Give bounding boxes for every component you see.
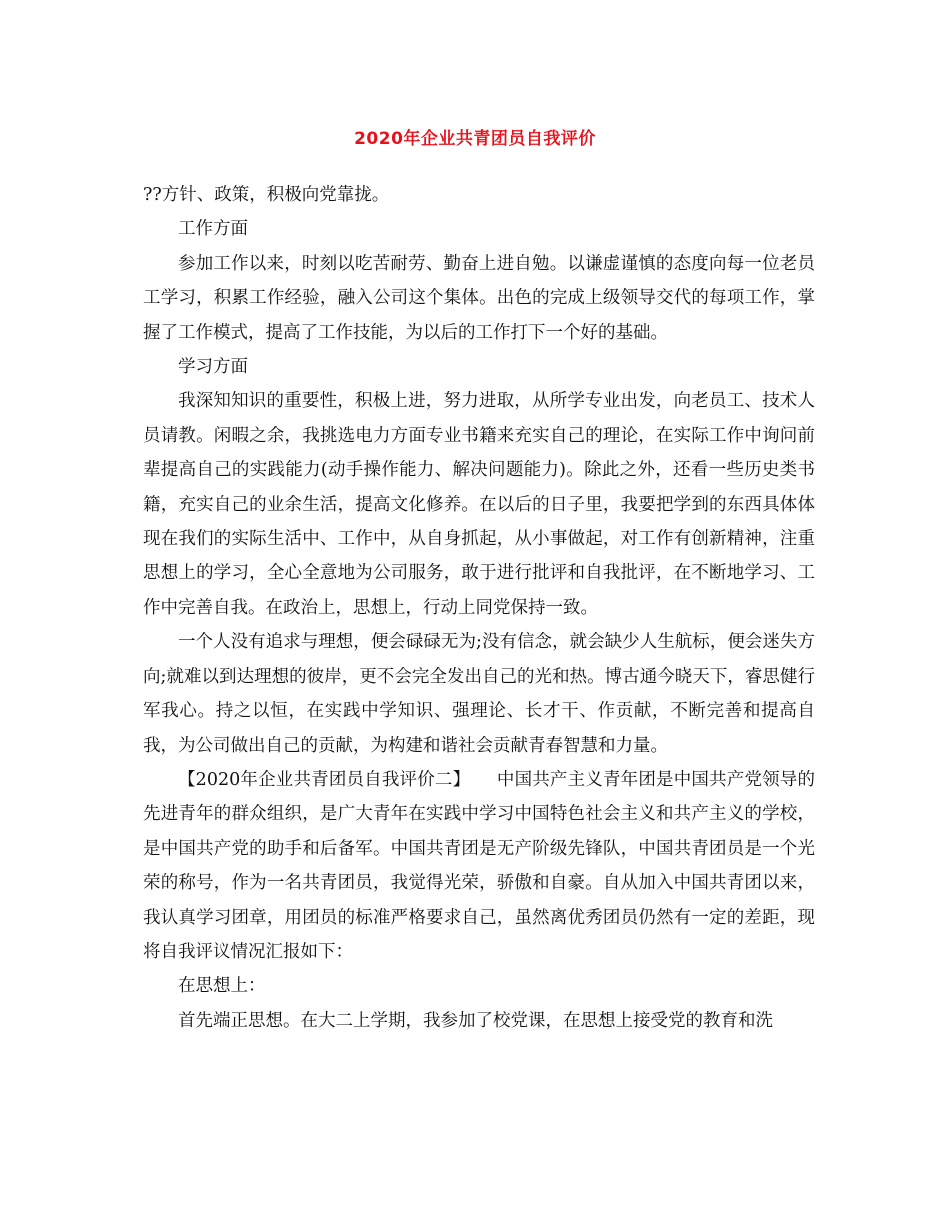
paragraph-intro: ??方针、政策，积极向党靠拢。 (143, 185, 390, 205)
section-heading-study: 学习方面 (178, 357, 248, 378)
section-heading-thought: 在思想上： (178, 976, 266, 997)
section-heading-work: 工作方面 (178, 219, 248, 240)
paragraph-work: 参加工作以来，时刻以吃苦耐劳、勤奋上进自勉。以谦虚谨慎的态度向每一位老员工学习，积累工作经验，融入公司这个集体。出色的完成上级领导交代的每项工作，掌握了工作模式，提高了工作技能，为以后的工作打下一个好的基础。 (143, 253, 815, 343)
paragraph-thought: 首先端正思想。在大二上学期，我参加了校党课，在思想上接受党的教育和洗 (178, 1010, 773, 1031)
document-body (143, 178, 815, 1038)
paragraph-study: 我深知知识的重要性，积极上进，努力进取，从所学专业出发，向老员工、技术人员请教。闲暇之余，我挑选电力方面专业书籍来充实自己的理论，在实际工作中询问前辈提高自己的实践能力(动手操作能力、解决问题能力)。除此之外，还看一些历史类书籍，充实自己的业余生活，提高文化修养。在以后的日子里，我要把学到的东西具体体现在我们的实际生活中、工作中，从自身抓起，从小事做起，对工作有创新精神，注重思想上的学习，全心全意地为公司服务，敢于进行批评和自我批评，在不断地学习、工作中完善自我。在政治上，思想上，行动上同党保持一致。 (143, 391, 815, 618)
paragraph-ideals: 一个人没有追求与理想，便会碌碌无为;没有信念，就会缺少人生航标，便会迷失方向;就难以到达理想的彼岸，更不会完全发出自己的光和热。博古通今晓天下，睿思健行军我心。持之以恒，在实践中学知识、强理论、长才干、作贡献，不断完善和提高自我，为公司做出自己的贡献，为构建和谐社会贡献青春智慧和力量。 (143, 632, 815, 756)
paragraph-evaluation-two: 【2020年企业共青团员自我评价二】 中国共产主义青年团是中国共产党领导的先进青年的群众组织，是广大青年在实践中学习中国特色社会主义和共产主义的学校，是中国共产党的助手和后备军。中国共青团是无产阶级先锋队，中国共青团员是一个光荣的称号，作为一名共青团员，我觉得光荣，骄傲和自豪。自从加入中国共青团以来，我认真学习团章，用团员的标准严格要求自己，虽然离优秀团员仍然有一定的差距，现将自我评议情况汇报如下： (143, 769, 815, 962)
document-title: 2020年企业共青团员自我评价 (354, 129, 596, 149)
